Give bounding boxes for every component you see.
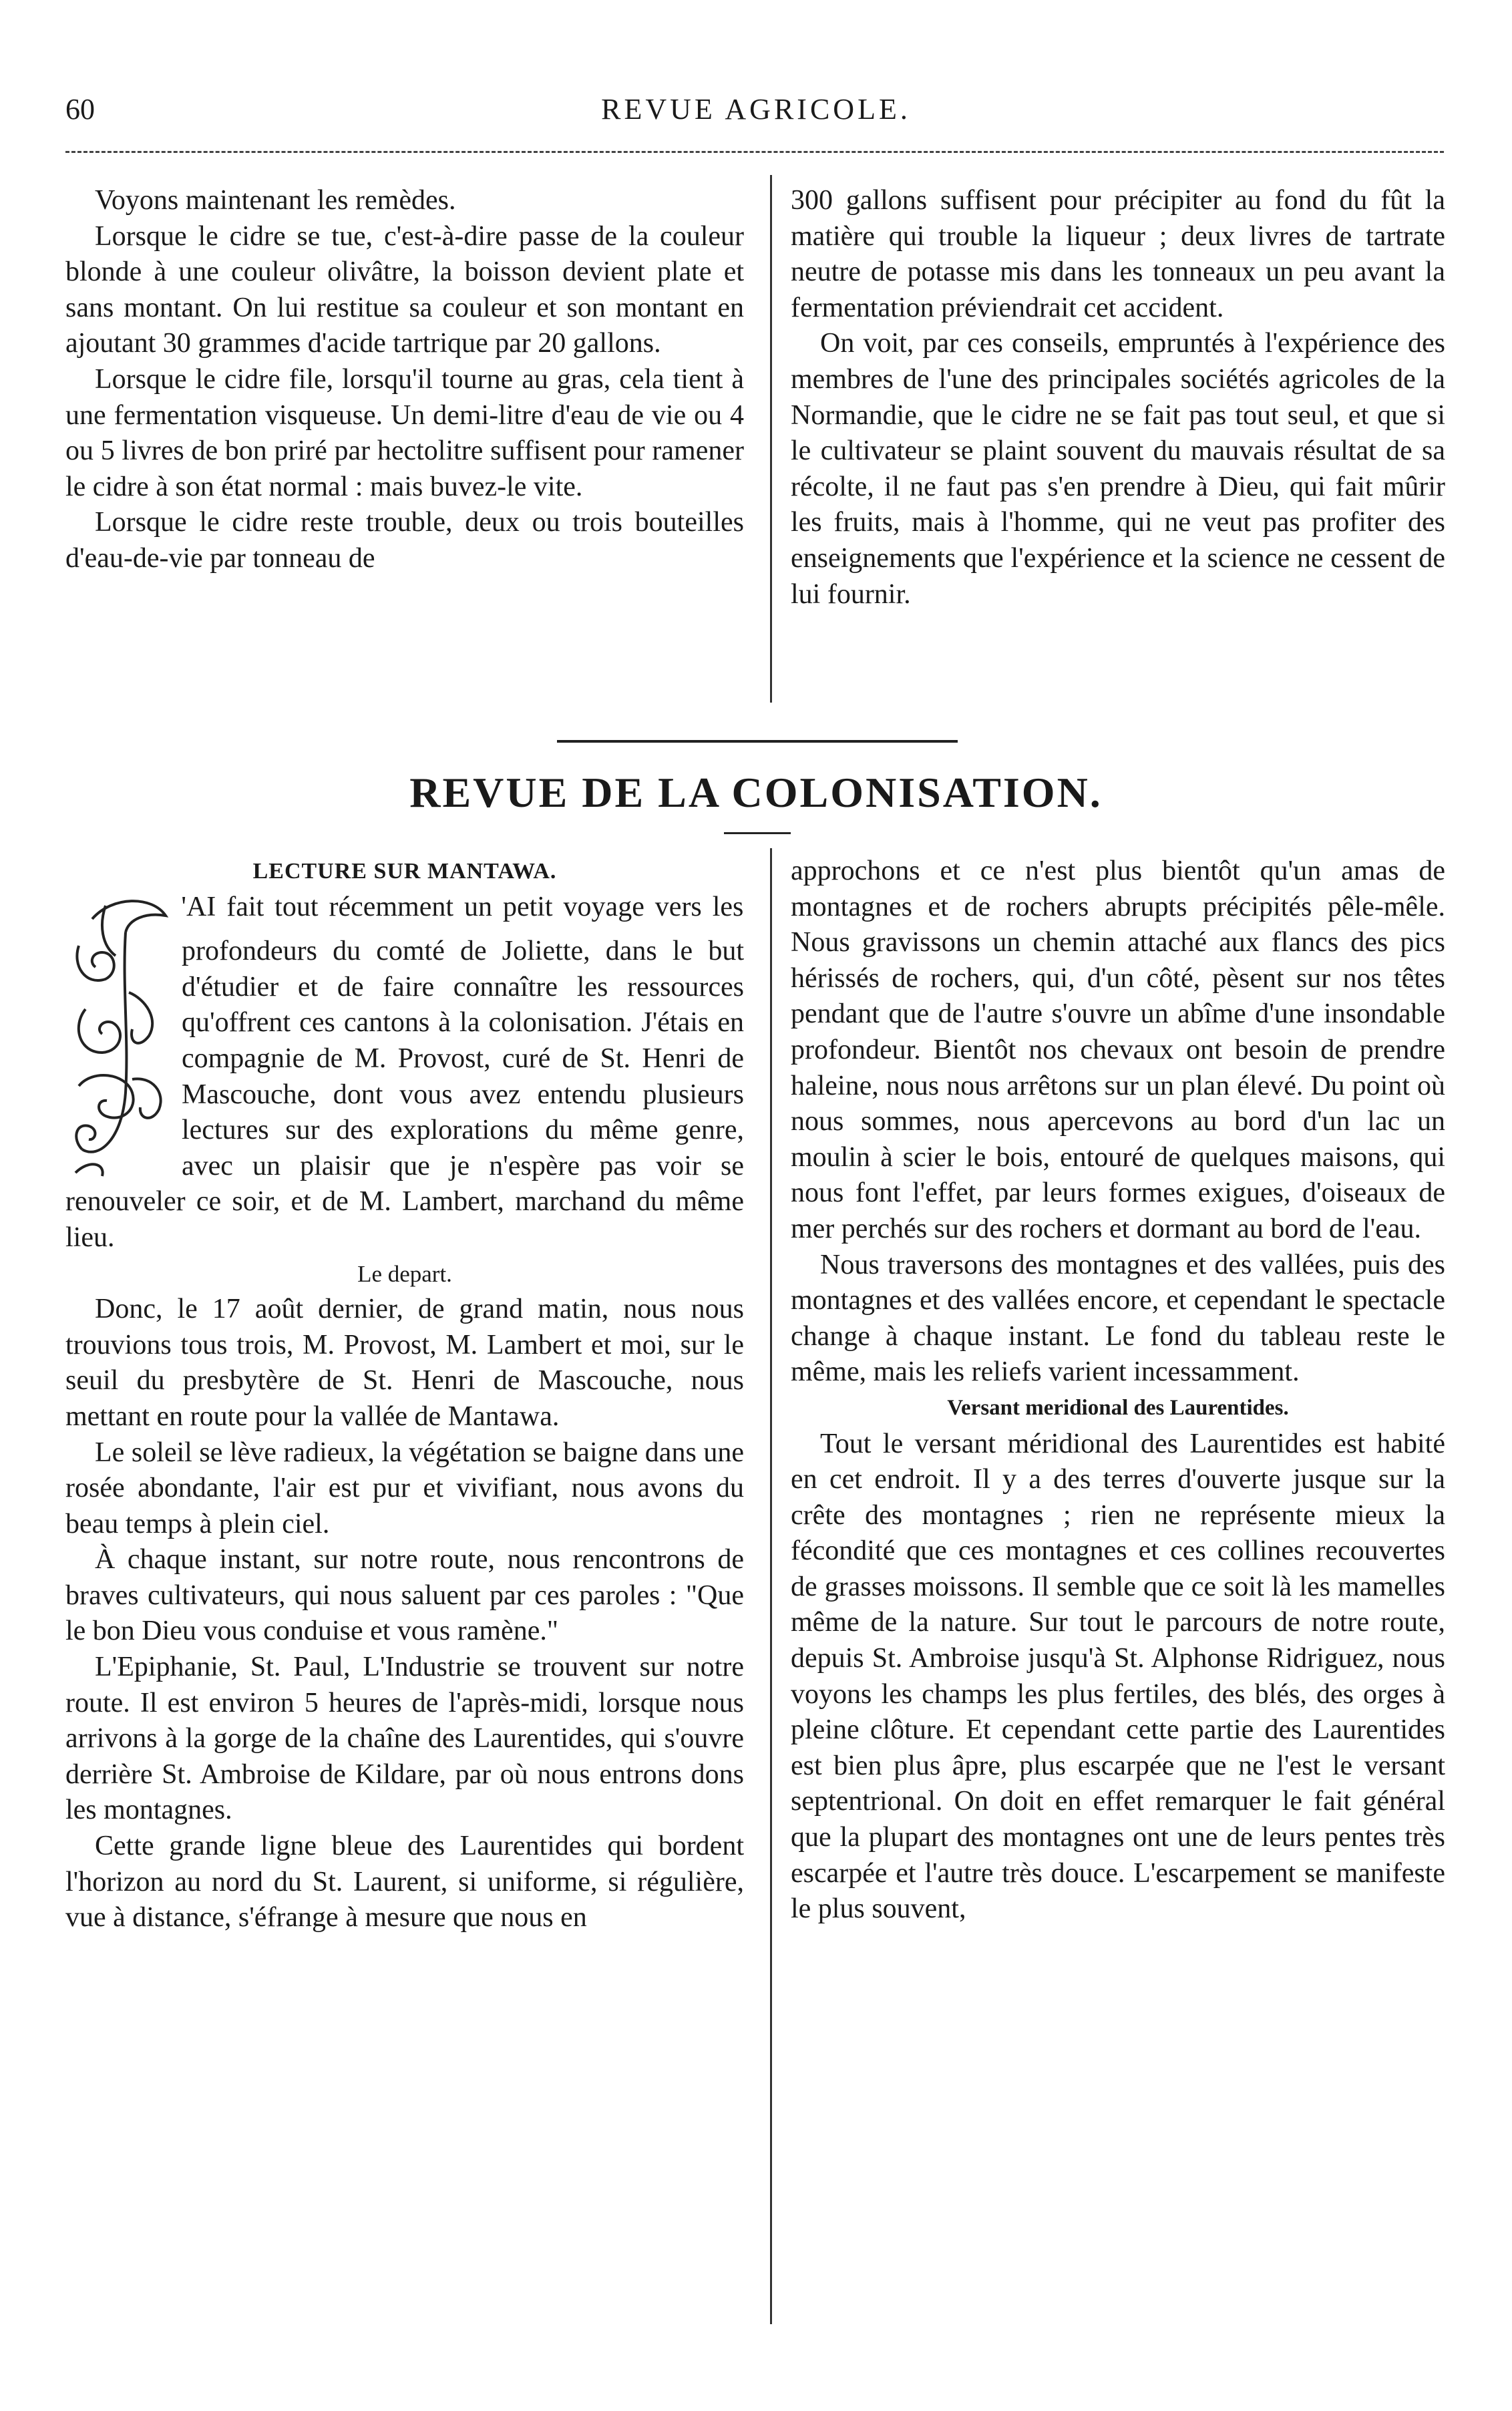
paragraph: À chaque instant, sur notre route, nous rencontrons de braves cultivateurs, qui nous saluent par ces paroles : "Que le bon Dieu vous conduise et vous ramène."	[65, 1544, 744, 1647]
paragraph: 300 gallons suffisent pour précipiter au fond du fût la matière qui trouble la liqueur ; deux livres de tartrate neutre de potasse mis dans les tonneaux un peu avant la fermentation préviendrait cet accident.	[791, 185, 1445, 323]
dropcap-block	[65, 890, 744, 1256]
paragraph: Lorsque le cidre file, lorsqu'il tourne au gras, cela tient à une fermentation visqueuse. Un demi-litre d'eau de vie ou 4 ou 5 livres de bon priré par hectolitre suffisent pour ramener le cidre à son état normal : mais buvez-le vite.	[65, 363, 744, 502]
paragraph: approchons et ce n'est plus bientôt qu'un amas de montagnes et de rochers abrupts précipités pêle-mêle. Nous gravissons un chemin attaché aux flancs des pics hérissés de rochers, qui, d'un côté, pèsent sur nos têtes pendant que de l'autre s'ouvre un abîme d'une insondable profondeur. Bientôt nos chevaux ont besoin de prendre haleine, nous nous arrêtons sur un plan élevé. Du point où nous sommes, nous apercevons au bord d'un lac un moulin à scier le bois, entouré de quelques maisons, qui nous font l'effet, par leurs formes exigues, d'oiseaux de mer perchés sur des rochers et dormant au bord de l'eau.	[791, 856, 1445, 1244]
paragraph: Donc, le 17 août dernier, de grand matin, nous nous trouvions tous trois, M. Provost, M. Lambert et moi, sur le seuil du presbytère de St. Henri de Mascouche, nous mettant en route pour la vallée de Mantawa.	[65, 1294, 744, 1432]
ornate-initial-icon	[65, 892, 172, 1179]
top-left-column	[65, 183, 744, 577]
subhead-versant: Versant meridional des Laurentides.	[947, 1395, 1289, 1420]
paragraph: L'Epiphanie, St. Paul, L'Industrie se trouvent sur notre route. Il est environ 5 heures de l'après-midi, lorsque nous arrivons à la gorge de la chaîne des Laurentides, qui s'ouvre derrière St. Ambroise de Kildare, par où nous entrons dons les montagnes.	[65, 1652, 744, 1826]
paragraph: Lorsque le cidre se tue, c'est-à-dire passe de la couleur blonde à une couleur olivâtre, la boisson devient plate et sans montant. On lui restitue sa couleur et son montant en ajoutant 30 grammes d'acide tartrique par 20 gallons.	[65, 220, 744, 359]
paragraph: Cette grande ligne bleue des Laurentides qui bordent l'horizon au nord du St. Laurent, si uniforme, si régulière, vue à distance, s'éfrange à mesure que nous en	[65, 1831, 744, 1933]
paragraph: Le soleil se lève radieux, la végétation se baigne dans une rosée abondante, l'air est pur et vivifiant, nous avons du beau temps à plein ciel.	[65, 1437, 744, 1539]
running-title: REVUE AGRICOLE.	[601, 93, 911, 126]
page-number: 60	[65, 93, 95, 126]
first-paragraph-text: 'AI fait tout récemment un petit voyage vers les profondeurs du comté de Joliette, dans le but d'étudier et de faire connaître les ressources qu'offrent ces cantons à la colonisation. J'étais en compagnie de M. Provost, curé de St. Henri de Mascouche, dont vous avez entendu plusieurs lectures sur des explorations du même genre, avec un plaisir que je n'espère pas voir se renouveler ce soir, et de M. Lambert, marchand du même lieu.	[65, 891, 744, 1253]
bottom-left-column	[65, 854, 744, 1936]
paragraph: Tout le versant méridional des Laurentides est habité en cet endroit. Il y a des terres d'ouverte jusque sur la crête des montagnes ; rien ne représente mieux la fécondité que ces montagnes et ces collines recouvertes de grasses moissons. Il semble que ce soit là les mamelles même de la nature. Sur tout le parcours de notre route, depuis St. Ambroise jusqu'à St. Alphonse Ridriguez, nous voyons les champs les plus fertiles, des blés, des orges à pleine clôture. Et cependant cette partie des Laurentides est bien plus âpre, plus escarpée que ne l'est le versant septentrional. On doit en effet remarquer le fait général que la plupart des montagnes ont une de leurs pentes très escarpée et l'autre très douce. L'escarpement se manifeste le plus souvent,	[791, 1428, 1445, 1925]
column-divider	[770, 175, 772, 703]
paragraph: Voyons maintenant les remèdes.	[95, 185, 456, 216]
subhead-depart: Le depart.	[357, 1260, 452, 1287]
column-divider	[770, 848, 772, 2324]
article-title: LECTURE SUR MANTAWA.	[252, 859, 557, 884]
section-rule-short	[724, 832, 791, 834]
ornate-initial	[65, 892, 172, 1179]
bottom-right-column	[791, 854, 1445, 1927]
paragraph: Lorsque le cidre reste trouble, deux ou trois bouteilles d'eau-de-vie par tonneau de	[65, 507, 744, 574]
paragraph: Nous traversons des montagnes et des vallées, puis des montagnes et des vallées encore, et cependant le spectacle change à chaque instant. Le fond du tableau reste le même, mais les reliefs varient incessamment.	[791, 1249, 1445, 1388]
paragraph: On voit, par ces conseils, empruntés à l'expérience des membres de l'une des principales sociétés agricoles de la Normandie, que le cidre ne se fait pas tout seul, et que si le cultivateur se plaint souvent du mauvais résultat de sa récolte, il ne faut pas s'en prendre à Dieu, qui fait mûrir les fruits, mais à l'homme, qui ne veut pas profiter des enseignements que l'expérience et la science ne cessent de lui fournir.	[791, 328, 1445, 610]
header-rule	[65, 151, 1444, 153]
section-title: REVUE DE LA COLONISATION.	[409, 769, 1103, 816]
top-right-column	[791, 183, 1445, 612]
section-rule	[557, 740, 958, 743]
